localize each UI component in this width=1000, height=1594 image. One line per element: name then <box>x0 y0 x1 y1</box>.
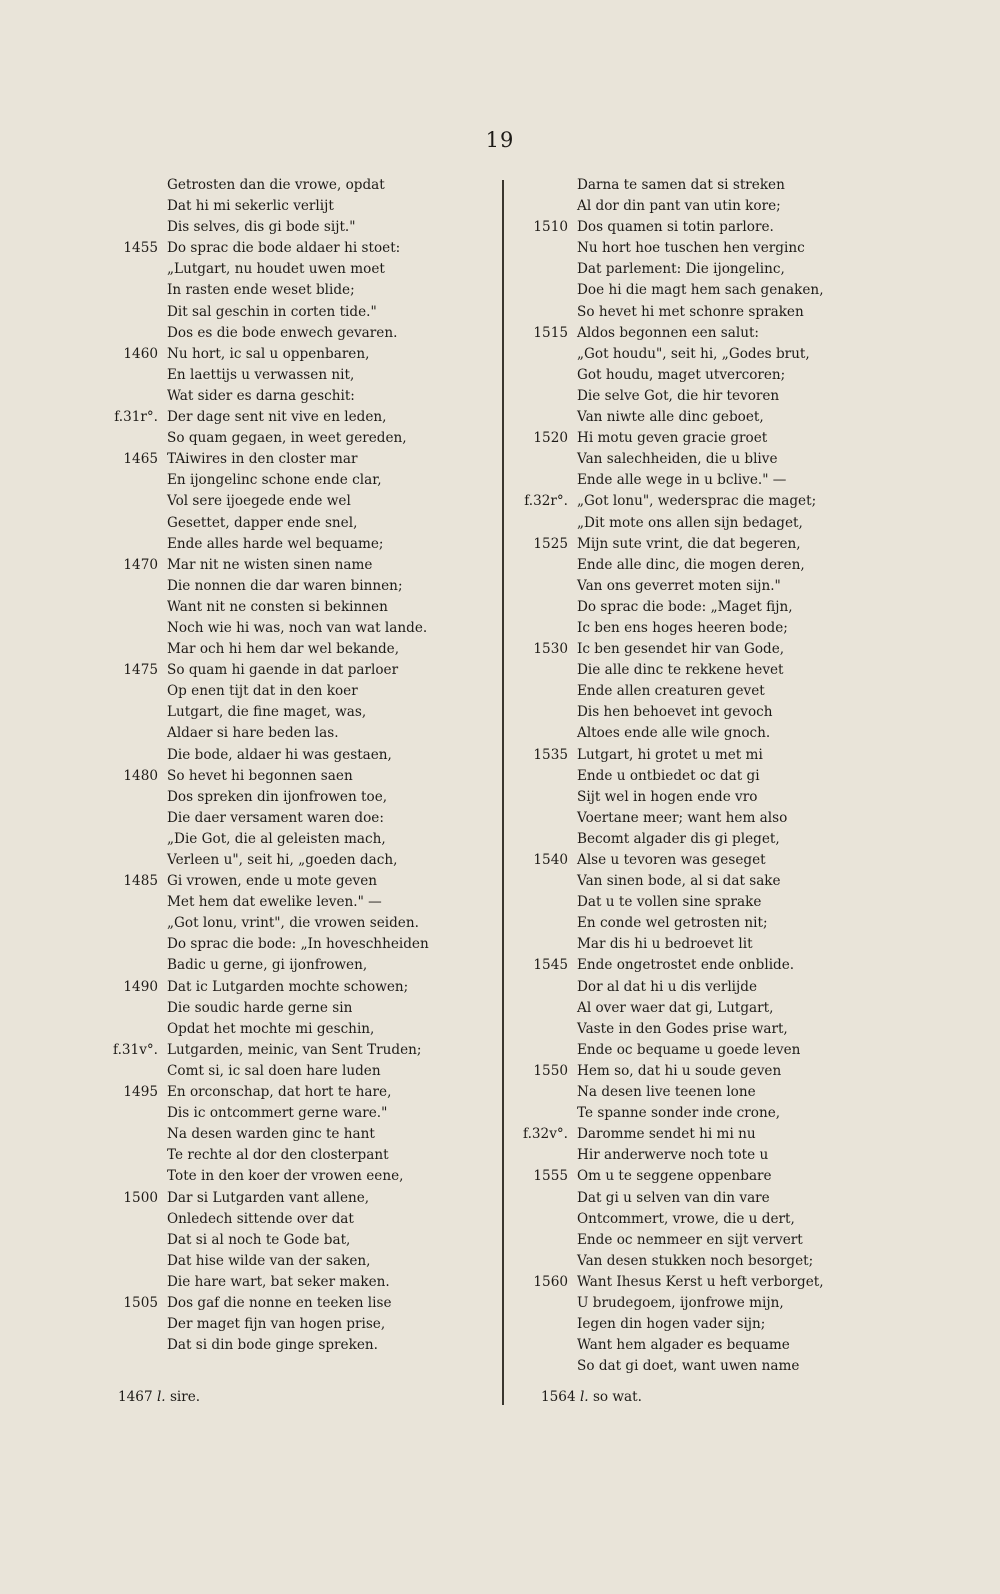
verse-text: Vol sere ijoegede ende wel <box>167 493 351 510</box>
verse-text: Opdat het mochte mi geschin, <box>167 1020 375 1037</box>
verse-line <box>100 934 480 955</box>
verse-text: Becomt algader dis gi pleget, <box>577 830 780 847</box>
verse-text: Want hem algader es bequame <box>577 1337 790 1354</box>
verse-text: Van ons geverret moten sijn." <box>577 577 781 594</box>
verse-line <box>100 787 480 808</box>
line-number: 1455 <box>123 240 158 257</box>
verse-line <box>100 829 480 850</box>
verse-text: In rasten ende weset blide; <box>167 282 355 299</box>
footnote-right <box>541 1389 642 1405</box>
verse-text: Dat ic Lutgarden mochte schowen; <box>167 978 409 995</box>
verse-line <box>510 618 890 639</box>
verse-text: Daromme sendet hi mi nu <box>577 1126 756 1143</box>
verse-line <box>510 1082 890 1103</box>
verse-line <box>510 302 890 323</box>
verse-line <box>510 1335 890 1356</box>
verse-text: Van salechheiden, die u blive <box>577 451 778 468</box>
verse-text: Die daer versament waren doe: <box>167 809 384 826</box>
verse-text: Met hem dat ewelike leven." — <box>167 894 382 911</box>
verse-text: Ende alle wege in u bclive." — <box>577 472 787 489</box>
verse-text: So quam hi gaende in dat parloer <box>167 662 399 679</box>
verse-line <box>100 1082 480 1103</box>
footnote-text: sire. <box>169 1389 201 1405</box>
verse-text: „Got lonu, vrint", die vrowen seiden. <box>167 915 419 932</box>
line-number: 1475 <box>123 662 158 679</box>
verse-line <box>100 428 480 449</box>
verse-text: Om u te seggene oppenbare <box>577 1168 772 1185</box>
verse-text: Die soudic harde gerne sin <box>167 999 353 1016</box>
verse-text: Die selve Got, die hir tevoren <box>577 387 780 404</box>
verse-text: So quam gegaen, in weet gereden, <box>167 430 407 447</box>
line-number: 1500 <box>123 1189 158 1206</box>
verse-text: Al dor din pant van utin kore; <box>577 198 781 215</box>
verse-text: Iegen din hogen vader sijn; <box>577 1316 766 1333</box>
verse-text: Van niwte alle dinc geboet, <box>577 409 764 426</box>
verse-text: Ontcommert, vrowe, die u dert, <box>577 1210 795 1227</box>
verse-line <box>100 1040 480 1061</box>
verse-text: Ende u ontbiedet oc dat gi <box>577 767 760 784</box>
verse-text: „Got lonu", wedersprac die maget; <box>577 493 817 510</box>
line-number: 1525 <box>533 535 568 552</box>
verse-line <box>100 1188 480 1209</box>
verse-line <box>510 238 890 259</box>
verse-text: Ende allen creaturen gevet <box>577 683 765 700</box>
verse-line <box>510 745 890 766</box>
verse-line <box>100 280 480 301</box>
verse-line <box>100 618 480 639</box>
verse-text: Mar och hi hem dar wel bekande, <box>167 641 400 658</box>
line-number: 1485 <box>123 873 158 890</box>
verse-text: Van sinen bode, al si dat sake <box>577 873 781 890</box>
verse-line <box>510 386 890 407</box>
verse-text: U brudegoem, ijonfrowe mijn, <box>577 1294 784 1311</box>
verse-text: Lutgarden, meinic, van Sent Truden; <box>167 1041 422 1058</box>
verse-line <box>100 998 480 1019</box>
verse-line <box>100 491 480 512</box>
verse-line <box>510 259 890 280</box>
verse-text: Ic ben gesendet hir van Gode, <box>577 641 785 658</box>
line-number: 1550 <box>533 1062 568 1079</box>
verse-text: Vaste in den Godes prise wart, <box>577 1020 788 1037</box>
verse-line <box>510 1061 890 1082</box>
line-number: 1470 <box>123 556 158 573</box>
verse-text: So hevet hi met schonre spraken <box>577 303 804 320</box>
footnote-left <box>118 1389 200 1405</box>
verse-line <box>510 934 890 955</box>
line-number: f.32r°. <box>524 493 568 510</box>
verse-text: Do sprac die bode aldaer hi stoet: <box>167 240 401 257</box>
verse-text: Ende oc bequame u goede leven <box>577 1041 801 1058</box>
verse-line <box>100 977 480 998</box>
verse-text: Ende ongetrostet ende onblide. <box>577 957 795 974</box>
verse-text: Ende alles harde wel bequame; <box>167 535 384 552</box>
verse-text: Dis ic ontcommert gerne ware." <box>167 1105 388 1122</box>
verse-line <box>510 196 890 217</box>
left-column <box>100 175 480 1356</box>
verse-text: So dat gi doet, want uwen name <box>577 1358 800 1375</box>
verse-text: Dat u te vollen sine sprake <box>577 894 762 911</box>
verse-line <box>510 1145 890 1166</box>
verse-text: En conde wel getrosten nit; <box>577 915 768 932</box>
verse-line <box>100 745 480 766</box>
verse-text: Dos gaf die nonne en teeken lise <box>167 1294 392 1311</box>
verse-text: Te rechte al dor den closterpant <box>167 1147 389 1164</box>
verse-text: Aldaer si hare beden las. <box>167 725 339 742</box>
verse-line <box>100 1272 480 1293</box>
verse-line <box>100 892 480 913</box>
verse-text: Gesettet, dapper ende snel, <box>167 514 358 531</box>
verse-line <box>100 1335 480 1356</box>
verse-line <box>100 723 480 744</box>
verse-line <box>510 998 890 1019</box>
verse-text: Got houdu, maget utvercoren; <box>577 366 786 383</box>
verse-line <box>510 1124 890 1145</box>
line-number: f.31v°. <box>113 1041 158 1058</box>
verse-text: Altoes ende alle wile gnoch. <box>577 725 771 742</box>
verse-line <box>510 1209 890 1230</box>
footnote-line-number: 1564 <box>541 1389 576 1405</box>
line-number: 1555 <box>533 1168 568 1185</box>
verse-line <box>510 344 890 365</box>
verse-text: Lutgart, die fine maget, was, <box>167 704 367 721</box>
page-number: 19 <box>485 128 515 152</box>
verse-line <box>510 723 890 744</box>
verse-text: Noch wie hi was, noch van wat lande. <box>167 619 428 636</box>
verse-line <box>100 513 480 534</box>
verse-line <box>100 217 480 238</box>
verse-text: En orconschap, dat hort te hare, <box>167 1084 392 1101</box>
verse-line <box>100 702 480 723</box>
verse-line <box>510 977 890 998</box>
verse-text: Die nonnen die dar waren binnen; <box>167 577 403 594</box>
verse-text: En laettijs u verwassen nit, <box>167 366 355 383</box>
verse-line <box>100 259 480 280</box>
verse-line <box>100 1019 480 1040</box>
verse-line <box>510 175 890 196</box>
verse-text: Van desen stukken noch besorget; <box>577 1252 814 1269</box>
verse-text: Doe hi die magt hem sach genaken, <box>577 282 824 299</box>
verse-line <box>510 365 890 386</box>
column-divider <box>502 180 504 1405</box>
verse-line <box>100 1230 480 1251</box>
verse-line <box>510 1188 890 1209</box>
verse-text: Want nit ne consten si bekinnen <box>167 598 388 615</box>
verse-line <box>510 681 890 702</box>
verse-text: Al over waer dat gi, Lutgart, <box>577 999 774 1016</box>
verse-line <box>100 534 480 555</box>
verse-line <box>100 1124 480 1145</box>
verse-text: Onledech sittende over dat <box>167 1210 354 1227</box>
verse-text: Sijt wel in hogen ende vro <box>577 788 758 805</box>
verse-line <box>510 407 890 428</box>
verse-line <box>100 766 480 787</box>
verse-line <box>510 955 890 976</box>
verse-text: Dor al dat hi u dis verlijde <box>577 978 757 995</box>
verse-line <box>100 555 480 576</box>
verse-text: Want Ihesus Kerst u heft verborget, <box>577 1273 824 1290</box>
verse-line <box>100 1251 480 1272</box>
verse-text: Nu hort, ic sal u oppenbaren, <box>167 345 370 362</box>
verse-text: Dis selves, dis gi bode sijt." <box>167 219 356 236</box>
verse-line <box>100 1103 480 1124</box>
line-number: 1480 <box>123 767 158 784</box>
line-number: 1505 <box>123 1294 158 1311</box>
verse-line <box>510 829 890 850</box>
verse-line <box>510 1314 890 1335</box>
verse-text: Do sprac die bode: „Maget fijn, <box>577 598 793 615</box>
verse-text: Dat si al noch te Gode bat, <box>167 1231 351 1248</box>
verse-line <box>100 365 480 386</box>
verse-line <box>100 597 480 618</box>
verse-text: Dat si din bode ginge spreken. <box>167 1337 378 1354</box>
verse-line <box>100 386 480 407</box>
verse-text: Badic u gerne, gi ijonfrowen, <box>167 957 368 974</box>
verse-text: Getrosten dan die vrowe, opdat <box>167 177 385 193</box>
verse-line <box>510 597 890 618</box>
verse-line <box>510 808 890 829</box>
verse-line <box>510 1166 890 1187</box>
verse-text: Tote in den koer der vrowen eene, <box>167 1168 404 1185</box>
verse-text: Alse u tevoren was geseget <box>577 852 766 868</box>
verse-line <box>100 344 480 365</box>
verse-line <box>100 1293 480 1314</box>
verse-line <box>100 175 480 196</box>
verse-text: Mar dis hi u bedroevet lit <box>577 936 753 953</box>
line-number: 1465 <box>123 451 158 468</box>
verse-line <box>100 238 480 259</box>
verse-text: Hi motu geven gracie groet <box>577 430 768 447</box>
verse-line <box>510 1272 890 1293</box>
verse-line <box>100 1166 480 1187</box>
verse-line <box>100 407 480 428</box>
verse-text: „Got houdu", seit hi, „Godes brut, <box>577 345 810 362</box>
verse-text: Na desen live teenen lone <box>577 1084 756 1101</box>
verse-text: Dos es die bode enwech gevaren. <box>167 324 398 341</box>
verse-text: „Lutgart, nu houdet uwen moet <box>167 261 385 278</box>
verse-text: Dos quamen si totin parlore. <box>577 219 774 236</box>
verse-line <box>100 955 480 976</box>
line-number: 1560 <box>533 1273 568 1290</box>
verse-line <box>510 660 890 681</box>
verse-line <box>510 280 890 301</box>
verse-text: TAiwires in den closter mar <box>167 451 358 468</box>
verse-text: Dat parlement: Die ijongelinc, <box>577 261 785 278</box>
line-number: 1520 <box>533 430 568 447</box>
verse-text: Mijn sute vrint, die dat begeren, <box>577 535 801 552</box>
verse-line <box>510 323 890 344</box>
verse-text: Dat hise wilde van der saken, <box>167 1252 371 1269</box>
footnote-text: so wat. <box>592 1389 642 1405</box>
verse-text: Aldos begonnen een salut: <box>577 324 760 341</box>
verse-line <box>510 470 890 491</box>
verse-line <box>510 766 890 787</box>
verse-text: So hevet hi begonnen saen <box>167 767 353 784</box>
verse-line <box>100 323 480 344</box>
verse-line <box>100 302 480 323</box>
verse-text: Ende oc nemmeer en sijt ververt <box>577 1231 803 1248</box>
verse-text: Hem so, dat hi u soude geven <box>577 1062 782 1079</box>
line-number: f.32v°. <box>523 1126 568 1143</box>
verse-text: Na desen warden ginc te hant <box>167 1126 375 1143</box>
verse-line <box>100 1209 480 1230</box>
verse-line <box>100 913 480 934</box>
line-number: 1535 <box>533 746 568 763</box>
verse-line <box>510 513 890 534</box>
verse-line <box>510 850 890 871</box>
verse-text: „Dit mote ons allen sijn bedaget, <box>577 514 803 531</box>
verse-line <box>100 1145 480 1166</box>
verse-line <box>100 660 480 681</box>
verse-text: Die hare wart, bat seker maken. <box>167 1273 390 1290</box>
verse-text: Die bode, aldaer hi was gestaen, <box>167 746 392 763</box>
verse-line <box>510 1040 890 1061</box>
verse-text: Der dage sent nit vive en leden, <box>167 409 387 426</box>
verse-text: Der maget fijn van hogen prise, <box>167 1316 386 1333</box>
verse-text: Te spanne sonder inde crone, <box>577 1105 781 1122</box>
verse-line <box>510 787 890 808</box>
line-number: 1490 <box>123 978 158 995</box>
verse-text: Dat gi u selven van din vare <box>577 1189 770 1206</box>
line-number: 1510 <box>533 219 568 236</box>
verse-text: Mar nit ne wisten sinen name <box>167 556 373 573</box>
verse-line <box>510 1251 890 1272</box>
verse-line <box>510 555 890 576</box>
line-number: 1530 <box>533 641 568 658</box>
verse-line <box>100 196 480 217</box>
line-number: 1545 <box>533 957 568 974</box>
verse-text: Dis hen behoevet int gevoch <box>577 704 773 721</box>
verse-line <box>100 1314 480 1335</box>
right-column <box>510 175 890 1377</box>
verse-text: En ijongelinc schone ende clar, <box>167 472 382 489</box>
verse-line <box>100 681 480 702</box>
verse-line <box>510 702 890 723</box>
verse-line <box>510 217 890 238</box>
verse-line <box>100 871 480 892</box>
verse-text: Dos spreken din ijonfrowen toe, <box>167 788 388 805</box>
verse-text: „Die Got, die al geleisten mach, <box>167 830 386 847</box>
verse-text: Die alle dinc te rekkene hevet <box>577 662 784 679</box>
verse-line <box>510 576 890 597</box>
verse-line <box>100 1061 480 1082</box>
verse-line <box>510 491 890 512</box>
verse-line <box>100 639 480 660</box>
verse-line <box>510 1019 890 1040</box>
verse-line <box>510 913 890 934</box>
verse-line <box>100 470 480 491</box>
footnote-abbreviation: l. <box>156 1389 166 1405</box>
verse-text: Verleen u", seit hi, „goeden dach, <box>167 852 398 868</box>
verse-text: Gi vrowen, ende u mote geven <box>167 873 378 890</box>
verse-line <box>510 1230 890 1251</box>
verse-text: Nu hort hoe tuschen hen verginc <box>577 240 805 257</box>
verse-line <box>510 892 890 913</box>
verse-line <box>510 871 890 892</box>
footnote-line-number: 1467 <box>118 1389 153 1405</box>
verse-text: Do sprac die bode: „In hoveschheiden <box>167 936 429 953</box>
verse-text: Voertane meer; want hem also <box>577 809 788 826</box>
verse-line <box>100 449 480 470</box>
line-number: 1540 <box>533 852 568 868</box>
line-number: f.31r°. <box>114 409 158 426</box>
verse-text: Comt si, ic sal doen hare luden <box>167 1062 381 1079</box>
line-number: 1495 <box>123 1084 158 1101</box>
verse-line <box>510 428 890 449</box>
verse-line <box>510 1293 890 1314</box>
verse-text: Ic ben ens hoges heeren bode; <box>577 619 788 636</box>
verse-text: Ende alle dinc, die mogen deren, <box>577 556 805 573</box>
verse-text: Darna te samen dat si streken <box>577 177 785 193</box>
verse-line <box>510 1103 890 1124</box>
verse-line <box>100 850 480 871</box>
verse-text: Lutgart, hi grotet u met mi <box>577 746 763 763</box>
verse-line <box>510 1356 890 1377</box>
footnote-abbreviation: l. <box>579 1389 589 1405</box>
verse-text: Hir anderwerve noch tote u <box>577 1147 769 1164</box>
verse-line <box>510 534 890 555</box>
verse-text: Dat hi mi sekerlic verlijt <box>167 198 334 215</box>
verse-text: Dit sal geschin in corten tide." <box>167 303 377 320</box>
verse-line <box>510 449 890 470</box>
verse-text: Dar si Lutgarden vant allene, <box>167 1189 370 1206</box>
verse-line <box>100 576 480 597</box>
line-number: 1460 <box>123 345 158 362</box>
verse-text: Wat sider es darna geschit: <box>167 387 355 404</box>
line-number: 1515 <box>533 324 568 341</box>
verse-text: Op enen tijt dat in den koer <box>167 683 358 700</box>
verse-line <box>510 639 890 660</box>
verse-line <box>100 808 480 829</box>
